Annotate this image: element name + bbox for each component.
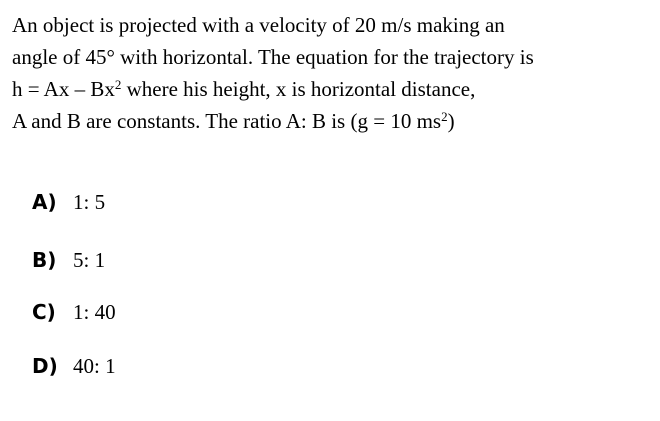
question-line-1: An object is projected with a velocity of 20 m/s making an [12,13,505,37]
question-line-4-end: ) [447,109,455,133]
option-c[interactable] [32,296,116,328]
option-d[interactable] [32,350,116,382]
superscript-squared: 2 [441,109,448,124]
option-d-letter: D) [32,354,58,378]
option-b[interactable] [32,244,105,276]
superscript-squared: 2 [114,77,122,92]
question-line-4 [12,105,652,137]
question-line-2: angle of 45° with horizontal. The equation for the trajectory is [12,45,534,69]
question-line-3-end: where his height, x is horizontal distance, [121,77,476,101]
question-line-3-start: h = Ax – Bx [12,77,115,101]
option-b-letter: B) [32,248,57,272]
option-a[interactable] [32,186,105,218]
question-line-3 [12,73,652,105]
option-b-text: 5: 1 [73,247,106,272]
option-c-text: 1: 40 [73,299,116,324]
option-d-text: 40: 1 [73,353,116,378]
option-c-letter: C) [32,300,56,324]
option-a-letter: A) [32,190,57,214]
question-line-4-start: A and B are constants. The ratio A: B is (g = 10 ms [12,109,442,133]
question-text [12,9,652,137]
option-a-text: 1: 5 [73,189,106,214]
